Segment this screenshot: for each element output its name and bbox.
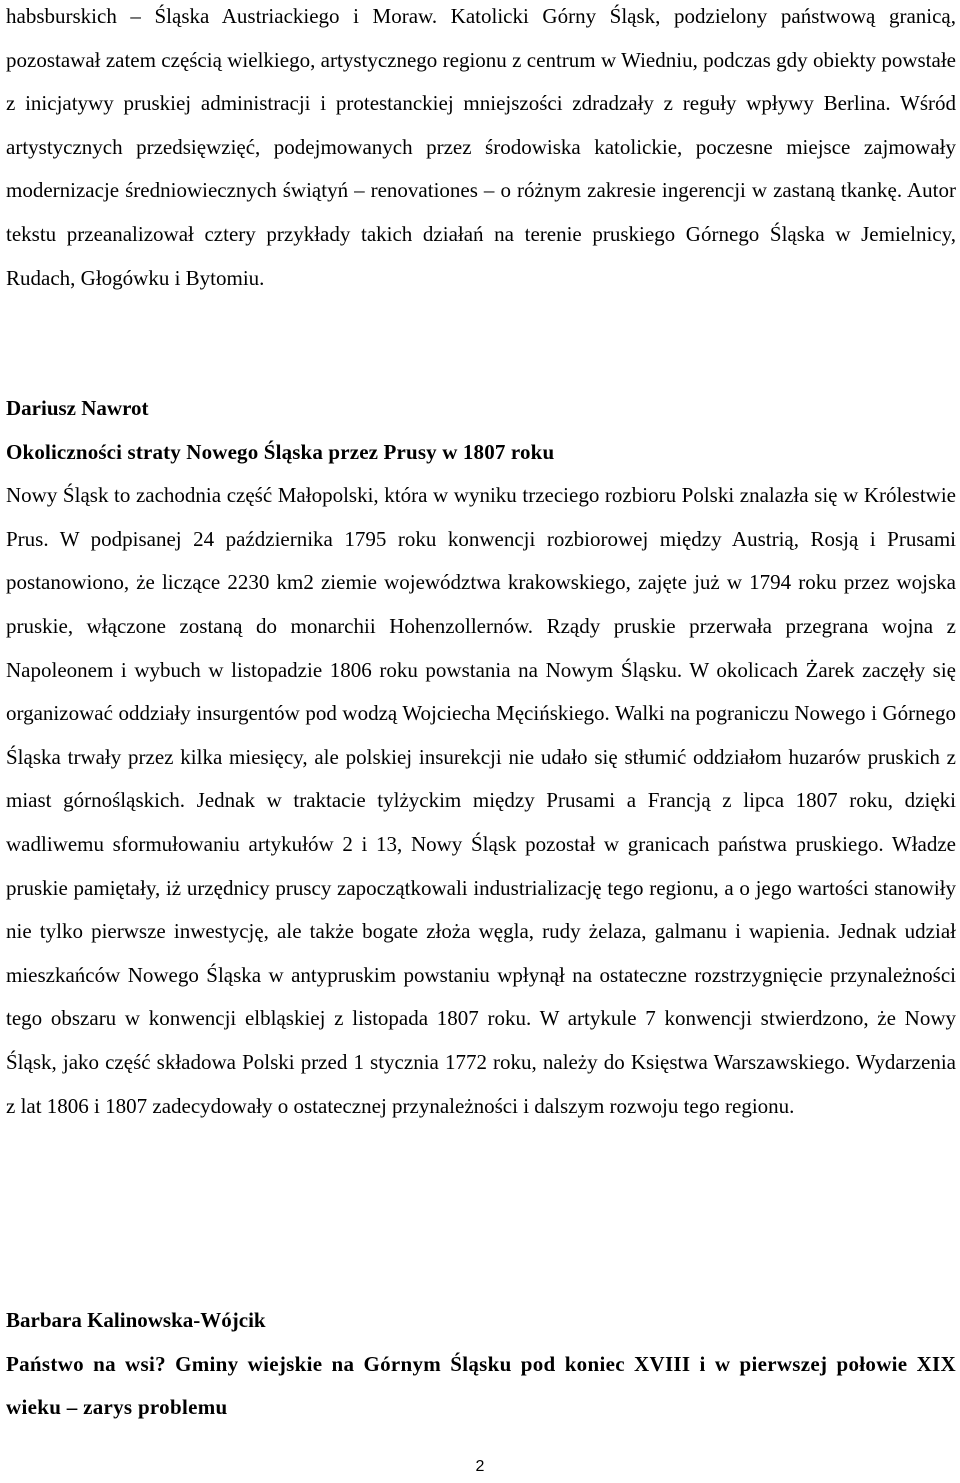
article-title: Okoliczności straty Nowego Śląska przez Prusy w 1807 roku — [6, 439, 555, 464]
article-author: Barbara Kalinowska-Wójcik — [6, 1308, 266, 1332]
article-title: Państwo na wsi? Gminy wiejskie na Górnym Śląsku pod koniec XVIII i w pierwszej połowie XIX wieku – zarys problemu — [6, 1351, 956, 1420]
article-author: Dariusz Nawrot — [6, 396, 149, 420]
page-number: 2 — [475, 1458, 485, 1475]
article-abstract: Nowy Śląsk to zachodnia część Małopolski, która w wyniku trzeciego rozbioru Polski znalazła się w Królestwie Prus. W podpisanej 24 października 1795 roku konwencji rozbiorowej między Austrią, Rosją i Prusami postanowiono, że liczące 2230 km2 ziemie województwa krakowskiego, zajęte już w 1794 roku przez wojska pruskie, włączone zostaną do monarchii Hohenzollernów. Rządy pruskie przerwała przegrana wojna z Napoleonem i wybuch w listopadzie 1806 roku powstania na Nowym Śląsku. W okolicach Żarek zaczęły się organizować oddziały insurgentów pod wodzą Wojciecha Męcińskiego. Walki na pograniczu Nowego i Górnego Śląska trwały przez kilka miesięcy, ale polskiej insurekcji nie udało się stłumić oddziałom huzarów pruskich z miast górnośląskich. Jednak w traktacie tylżyckim między Prusami a Francją z lipca 1807 roku, dzięki wadliwemu sformułowaniu artykułów 2 i 13, Nowy Śląsk pozostał w granicach państwa pruskiego. Władze pruskie pamiętały, iż urzędnicy pruscy zapoczątkowali industrializację tego regionu, a o jego wartości stanowiły nie tylko pierwsze inwestycję, ale także bogate złoża węgla, rudy żelaza, galmanu i wapienia. Jednak udział mieszkańców Nowego Śląska w antypruskim powstaniu wpłynął na ostateczne rozstrzygnięcie przynależności tego obszaru w konwencji elbląskiej z listopada 1807 roku. W artykule 7 konwencji stwierdzono, że Nowy Śląsk, jako część składowa Polski przed 1 stycznia 1772 roku, należy do Księstwa Warszawskiego. Wydarzenia z lat 1806 i 1807 zadecydowały o ostatecznej przynależności i dalszym rozwoju tego regionu. — [6, 483, 956, 1118]
article-entry-nawrot — [6, 387, 956, 1128]
article-entry-kalinowska-wojcik — [6, 1299, 956, 1430]
intro-paragraph: habsburskich – Śląska Austriackiego i Moraw. Katolicki Górny Śląsk, podzielony państwową granicą, pozostawał zatem częścią wielkiego, artystycznego regionu z centrum w Wiedniu, podczas gdy obiekty powstałe z inicjatywy pruskiej administracji i protestanckiej mniejszości zdradzały z reguły wpływy Berlina. Wśród artystycznych przedsięwzięć, podejmowanych przez środowiska katolickie, poczesne miejsce zajmowały modernizacje średniowiecznych świątyń – renovationes – o różnym zakresie ingerencji w zastaną tkankę. Autor tekstu przeanalizował cztery przykłady takich działań na terenie pruskiego Górnego Śląska w Jemielnicy, Rudach, Głogówku i Bytomiu. — [6, 4, 956, 290]
